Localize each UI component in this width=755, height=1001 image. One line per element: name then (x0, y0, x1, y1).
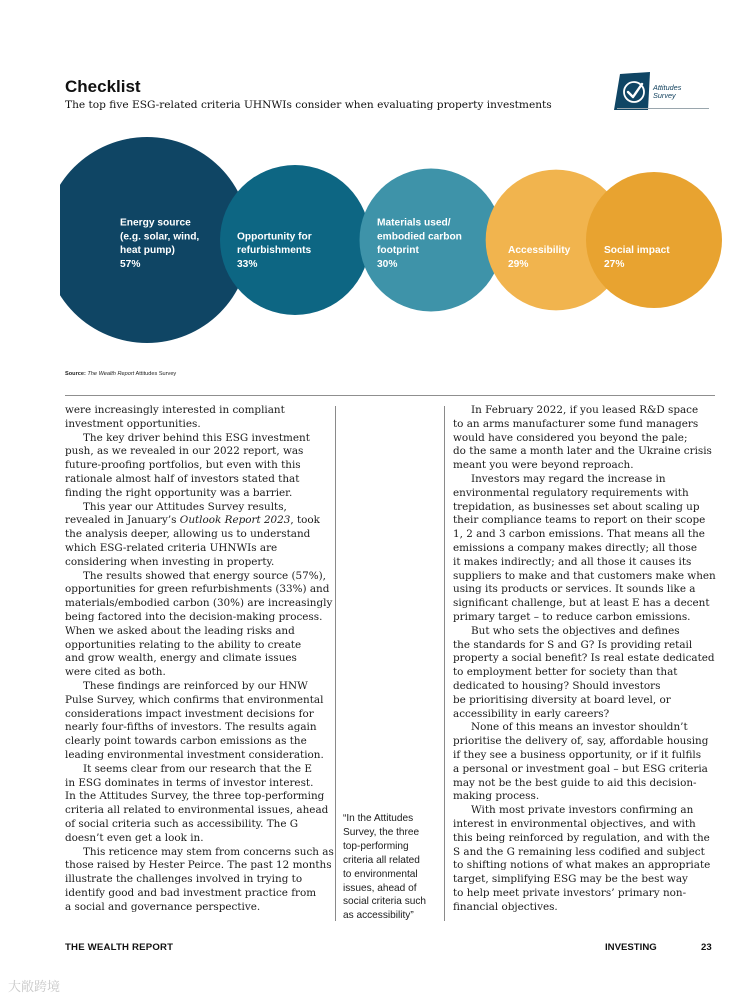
article-line: opportunities relating to the ability to create (65, 638, 302, 651)
article-line: future-proofing portfolios, but even with this (65, 459, 301, 472)
logo-text-line2: Survey (653, 91, 676, 100)
article-line: to an arms manufacturer some fund managers (453, 417, 699, 430)
footer-section: INVESTING (605, 942, 657, 953)
bubble-label-materials: footprint (377, 245, 419, 257)
article-line: may not be the best guide to aid this decision- (453, 776, 697, 789)
footer-publication: THE WEALTH REPORT (65, 942, 174, 953)
article-line: to help meet private investors’ primary non- (453, 886, 687, 899)
article-line: The results showed that energy source (57%), (83, 569, 326, 582)
article-line: environmental regulatory requirements with (453, 486, 689, 499)
article-line: which ESG-related criteria UHNWIs are (65, 541, 278, 554)
article-line: and grow wealth, energy and climate issues (65, 652, 297, 665)
article-line: be prioritising diversity at board level, or (453, 693, 671, 706)
article-column-right (453, 404, 715, 914)
pull-quote-line: criteria all related (343, 854, 420, 866)
article-line: Investors may regard the increase in (471, 472, 666, 485)
article-line: this being reinforced by regulation, and with the (453, 831, 710, 844)
article-line: But who sets the objectives and defines (471, 624, 680, 637)
article-line: dedicated to housing? Should investors (453, 679, 661, 692)
article-line: to employment better for society than that (453, 666, 678, 679)
pull-quote-line: as accessibility” (343, 910, 414, 922)
article-line: making process. (453, 790, 540, 803)
logo-text-line1: Attitudes (653, 83, 682, 92)
column-divider-left (335, 406, 336, 921)
article-line: This reticence may stem from concerns such as (83, 845, 334, 858)
logo-underline (617, 108, 709, 109)
bubble-label-energy: (e.g. solar, wind, (120, 231, 200, 243)
article-line: prioritise the delivery of, say, affordable housing (453, 735, 709, 748)
article-line: The key driver behind this ESG investment (83, 431, 310, 444)
article-line: the standards for S and G? Is providing retail (453, 638, 693, 651)
article-line: revealed in January’s Outlook Report 2023, took (65, 514, 320, 527)
article-line: doesn’t even get a look in. (65, 831, 204, 844)
page-title: Checklist (65, 77, 141, 96)
bubble-value-materials: 30% (377, 259, 398, 270)
section-divider (65, 395, 715, 396)
pull-quote (343, 812, 443, 923)
bubble-value-refurbishments: 33% (237, 259, 258, 270)
article-line: primary target – to reduce carbon emissions. (453, 610, 691, 623)
watermark: 大敞跨境 (8, 979, 61, 994)
bubble-label-refurbishments: refurbishments (237, 245, 312, 257)
article-line: of social criteria such as accessibility. The G (65, 817, 299, 830)
article-line: were cited as both. (65, 666, 166, 679)
article-line: if they see a business opportunity, or if it fulfils (453, 748, 702, 761)
article-line: their compliance teams to report on their scope (453, 514, 706, 527)
article-line: a personal or investment goal – but ESG criteria (453, 762, 708, 775)
article-line: would have considered you beyond the pale; (453, 431, 688, 444)
pull-quote-line: Survey, the three (343, 826, 420, 838)
article-line: considerations impact investment decisions for (65, 707, 314, 720)
article-line: significant challenge, but at least E has a decent (453, 597, 710, 610)
article-line: 1, 2 and 3 carbon emissions. That means all the (453, 528, 705, 541)
article-line: emissions a company makes directly; all those (453, 541, 697, 554)
bubble-label-energy: heat pump) (120, 245, 175, 257)
bubble-value-energy: 57% (120, 259, 141, 270)
article-line: were increasingly interested in compliant (65, 404, 285, 416)
article-line: identify good and bad investment practice from (65, 886, 317, 899)
article-line: None of this means an investor shouldn’t (471, 721, 688, 734)
article-line: suppliers to make and that customers make when (453, 569, 716, 582)
pull-quote-line: social criteria such (343, 896, 427, 908)
article-line: property a social benefit? Is real estate dedicated (453, 652, 715, 665)
article-line: nearly four-fifths of investors. The results again (65, 721, 317, 734)
article-line: do the same a month later and the Ukraine crisis (453, 445, 712, 458)
column-divider-right (444, 406, 445, 921)
bubble-label-energy: Energy source (120, 217, 191, 229)
article-line: financial objectives. (453, 900, 558, 913)
pull-quote-line: issues, ahead of (343, 882, 417, 894)
article-line: S and the G remaining less codified and subject (453, 845, 705, 858)
bubble-label-materials: Materials used/ (377, 217, 451, 229)
article-line: target, simplifying ESG may be the best way (453, 873, 688, 886)
article-line: rationale almost half of investors stated that (65, 472, 300, 485)
article-line: using its products or services. It sounds like a (453, 583, 696, 596)
article-line: the analysis deeper, allowing us to understand (65, 528, 311, 541)
article-line: interest in environmental objectives, and with (453, 817, 696, 830)
article-line: criteria all related to environmental issues, ahead (65, 804, 329, 817)
article-line: This year our Attitudes Survey results, (83, 500, 287, 513)
logo-text (653, 84, 681, 100)
article-line: clearly point towards carbon emissions as the (65, 735, 307, 748)
article-line: In February 2022, if you leased R&D space (471, 404, 699, 416)
article-line: push, as we revealed in our 2022 report, was (65, 445, 304, 458)
article-line: meant you were beyond reproach. (453, 459, 634, 472)
page-number: 23 (701, 942, 712, 953)
article-line: Pulse Survey, which confirms that environmental (65, 693, 324, 706)
article-line: It seems clear from our research that the E (83, 762, 312, 775)
pull-quote-line: “In the Attitudes (343, 813, 414, 824)
article-line: illustrate the challenges involved in trying to (65, 873, 303, 886)
bubble-social-impact (586, 172, 722, 308)
bubble-value-accessibility: 29% (508, 259, 529, 270)
article-line: to shifting notions of what makes an appropriate (453, 859, 711, 872)
article-line: accessibility in early careers? (453, 707, 610, 720)
chart-subtitle: The top five ESG-related criteria UHNWIs consider when evaluating property investments (65, 99, 552, 111)
article-line: those raised by Hester Peirce. The past 12 months (65, 859, 332, 872)
bubble-value-social-impact: 27% (604, 259, 625, 270)
article-line: it makes indirectly; and all those it causes its (453, 555, 692, 568)
article-line: a social and governance perspective. (65, 900, 261, 913)
article-column-left (65, 404, 332, 914)
article-line: When we asked about the leading risks and (65, 624, 295, 637)
article-line: finding the right opportunity was a barrier. (65, 486, 293, 499)
bubble-label-refurbishments: Opportunity for (237, 231, 312, 243)
article-line: With most private investors confirming an (471, 804, 694, 817)
source-publication: The Wealth Report (87, 371, 135, 377)
pull-quote-line: to environmental (343, 868, 418, 880)
article-italic-title: Outlook Report 2023 (179, 514, 291, 527)
article-line: materials/embodied carbon (30%) are increasingly (65, 597, 333, 610)
article-line: investment opportunities. (65, 417, 201, 430)
bubble-label-social-impact: Social impact (604, 245, 670, 257)
source-rest: Attitudes Survey (135, 371, 177, 377)
source-note (65, 371, 176, 377)
bubble-chart (60, 125, 730, 355)
article-line: In the Attitudes Survey, the three top-performing (65, 790, 325, 803)
article-line: trepidation, as businesses set about scaling up (453, 500, 700, 513)
bubble-label-materials: embodied carbon (377, 231, 462, 243)
article-line: in ESG dominates in terms of investor interest. (65, 776, 314, 789)
article-line: leading environmental investment consideration. (65, 748, 324, 761)
article-line: considering when investing in property. (65, 555, 275, 568)
pull-quote-line: top-performing (343, 840, 409, 852)
bubble-label-accessibility: Accessibility (508, 245, 571, 257)
article-line: opportunities for green refurbishments (33%) and (65, 583, 330, 596)
source-label: Source: (65, 371, 86, 377)
article-line: being factored into the decision-making process. (65, 610, 323, 623)
article-line: These findings are reinforced by our HNW (83, 679, 308, 692)
